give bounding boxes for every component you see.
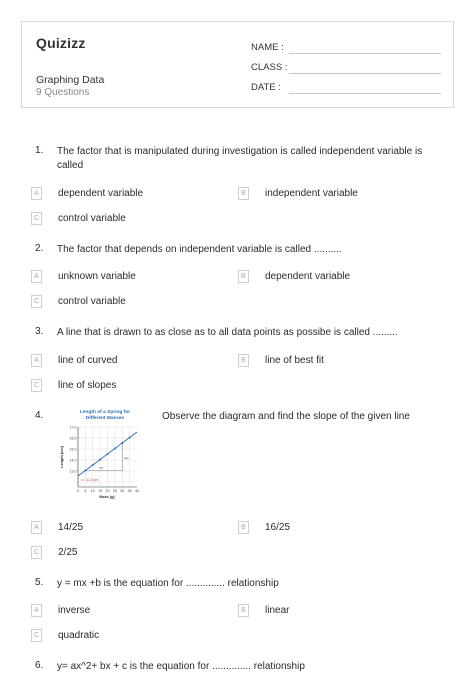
data-point	[114, 448, 116, 450]
option-label: 16/25	[265, 522, 291, 533]
option-label: 14/25	[58, 522, 84, 533]
x-tick: 0	[77, 489, 79, 493]
graph-annotation: x = 11.0 cm	[81, 478, 99, 482]
option-letter: B	[238, 521, 249, 534]
option-label: independent variable	[265, 188, 358, 199]
y-tick: 14.0	[69, 458, 77, 463]
date-line	[289, 93, 441, 94]
option-label: control variable	[58, 213, 126, 224]
option-label: line of curved	[58, 355, 118, 366]
question-number: 2.	[35, 243, 44, 254]
question-text: y = mx +b is the equation for .............. relationship	[57, 578, 279, 589]
y-tick: 16.0	[69, 436, 77, 441]
data-point	[129, 437, 131, 439]
name-field[interactable]	[251, 42, 284, 53]
option-letter: A	[31, 270, 42, 283]
data-point	[92, 464, 94, 466]
spring-length-graph	[57, 407, 145, 501]
option-letter: C	[31, 629, 42, 642]
class-line	[289, 73, 441, 74]
graph-x-label: Mass (g)	[99, 495, 115, 499]
question-number: 3.	[35, 326, 44, 337]
question-text: The factor that depends on independent variable is called ..........	[57, 244, 342, 255]
y-tick: 17.0	[69, 425, 77, 430]
rise-label: rise	[124, 456, 129, 460]
graph-y-label: Length (cm)	[60, 446, 64, 468]
name-line	[289, 53, 441, 54]
option-letter: C	[31, 295, 42, 308]
option-letter: C	[31, 212, 42, 225]
graph-title-line-2: Different Masses	[85, 416, 125, 421]
question-number: 1.	[35, 145, 44, 156]
option-letter: A	[31, 604, 42, 617]
option-label: line of slopes	[58, 380, 117, 391]
x-tick: 25	[112, 489, 117, 493]
worksheet-title: Graphing Data	[36, 74, 105, 86]
option-label: inverse	[58, 605, 91, 616]
question-text: The factor that is manipulated during investigation is called independent variable is called	[57, 146, 423, 171]
question-text: Observe the diagram and find the slope of the given line	[162, 411, 410, 422]
run-label: run	[99, 465, 104, 470]
data-point	[99, 459, 101, 461]
worksheet-header	[21, 21, 454, 108]
class-field[interactable]	[251, 62, 287, 73]
x-tick: 10	[90, 489, 95, 493]
y-tick: 13.0	[69, 469, 77, 474]
option-letter: A	[31, 354, 42, 367]
option-letter: B	[238, 604, 249, 617]
x-tick: 40	[135, 489, 139, 493]
question-count: 9 Questions	[36, 87, 90, 98]
option-letter: A	[31, 187, 42, 200]
option-letter: C	[31, 546, 42, 559]
data-point	[107, 453, 109, 455]
question-number: 4.	[35, 410, 44, 421]
date-label: DATE :	[251, 82, 281, 93]
option-label: dependent variable	[58, 188, 144, 199]
option-letter: C	[31, 379, 42, 392]
x-tick: 5	[84, 489, 87, 493]
question-number: 6.	[35, 660, 44, 671]
x-tick: 30	[120, 489, 125, 493]
option-label: unknown variable	[58, 271, 136, 282]
option-label: dependent variable	[265, 271, 351, 282]
x-tick: 35	[127, 489, 132, 493]
option-label: line of best fit	[265, 355, 324, 366]
x-tick: 15	[98, 489, 103, 493]
option-letter: A	[31, 521, 42, 534]
question-text: y= ax^2+ bx + c is the equation for .............. relationship	[57, 661, 305, 672]
date-field[interactable]	[251, 82, 281, 93]
name-label: NAME :	[251, 42, 284, 53]
option-label: control variable	[58, 296, 126, 307]
graph-title-line-1: Length of a Spring for	[79, 410, 131, 415]
question-number: 5.	[35, 577, 44, 588]
question-text: A line that is drawn to as close as to all data points as possibe is called .........	[57, 327, 398, 338]
option-letter: B	[238, 187, 249, 200]
y-tick: 15.0	[69, 447, 77, 452]
option-label: linear	[265, 605, 290, 616]
option-label: 2/25	[58, 547, 78, 558]
option-label: quadratic	[58, 630, 100, 641]
class-label: CLASS :	[251, 62, 288, 73]
option-letter: B	[238, 354, 249, 367]
option-letter: B	[238, 270, 249, 283]
quizizz-logo: Quizizz	[36, 35, 86, 51]
x-tick: 20	[105, 489, 110, 493]
